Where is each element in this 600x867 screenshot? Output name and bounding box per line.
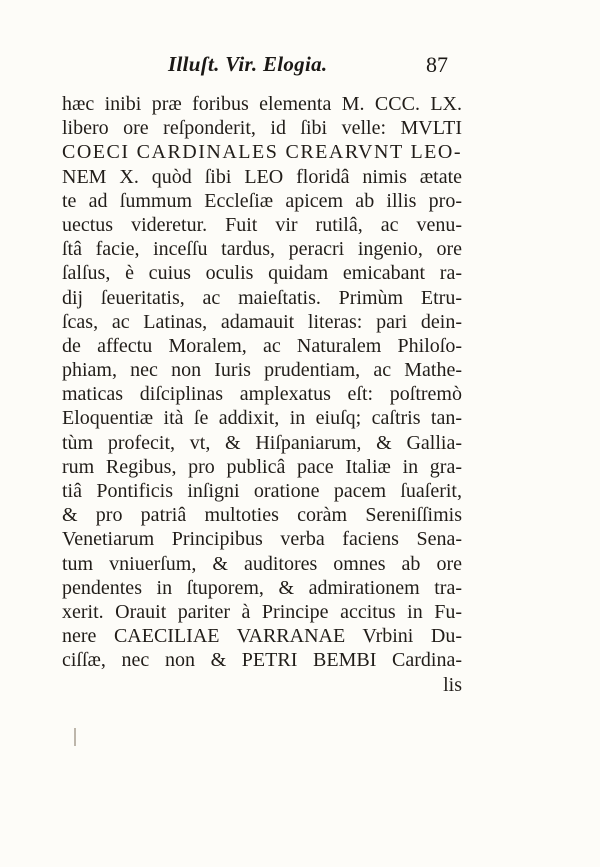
text-line: ciſſæ, nec non & PETRI BEMBI Cardina-	[62, 649, 462, 672]
text-line: pendentes in ſtuporem, & admirationem tra-	[62, 576, 462, 599]
text-line: hæc inibi præ foribus elementa M. CCC. LX.	[62, 93, 462, 115]
page-number: 87	[426, 52, 448, 77]
text-line: ſcas, ac Latinas, adamauit literas: pari dein-	[62, 310, 462, 333]
text-line: libero ore reſponderit, id ſibi velle: MVLTI	[62, 117, 462, 140]
text-line: xerit. Orauit pariter à Principe accitus in Fu-	[62, 600, 462, 623]
catchword: lis	[443, 673, 462, 696]
text-line: tiâ Pontificis inſigni oratione pacem ſuaſerit,	[62, 480, 462, 502]
page-header	[0, 52, 600, 82]
text-line: Eloquentiæ ità ſe addixit, in eiuſq; caſtris tan-	[62, 407, 462, 430]
text-line: tum vniuerſum, & auditores omnes ab ore	[62, 552, 462, 575]
text-line: nere CAECILIAE VARRANAE Vrbini Du-	[62, 625, 462, 648]
text-line: ſtâ facie, inceſſu tardus, peracri ingenio, ore	[62, 238, 462, 261]
text-line: rum Regibus, pro publicâ pace Italiæ in gra-	[62, 455, 462, 478]
text-line: tùm profecit, vt, & Hiſpaniarum, & Gallia-	[62, 431, 462, 454]
text-line: ſalſus, è cuius oculis quidam emicabant ra-	[62, 262, 462, 285]
text-line: Venetiarum Principibus verba faciens Sena-	[62, 528, 462, 551]
text-line: COECI CARDINALES CREARVNT LEO-	[62, 141, 462, 164]
body-text	[62, 92, 462, 697]
running-title: Illuſt. Vir. Elogia.	[168, 52, 328, 76]
text-line: te ad ſummum Eccleſiæ apicem ab illis pro-	[62, 189, 462, 212]
text-line: NEM X. quòd ſibi LEO floridâ nimis ætate	[62, 165, 462, 188]
text-line: & pro patriâ multoties coràm Sereniſſimis	[62, 504, 462, 527]
text-line: uectus videretur. Fuit vir rutilâ, ac venu-	[62, 213, 462, 236]
text-line: maticas diſciplinas amplexatus eſt: poſtremò	[62, 383, 462, 406]
text-line: dij ſeueritatis, ac maieſtatis. Primùm Etru-	[62, 286, 462, 309]
gutter-mark	[74, 728, 76, 746]
text-line: phiam, nec non Iuris prudentiam, ac Mathe-	[62, 359, 462, 382]
text-line: de affectu Moralem, ac Naturalem Philoſo-	[62, 334, 462, 357]
